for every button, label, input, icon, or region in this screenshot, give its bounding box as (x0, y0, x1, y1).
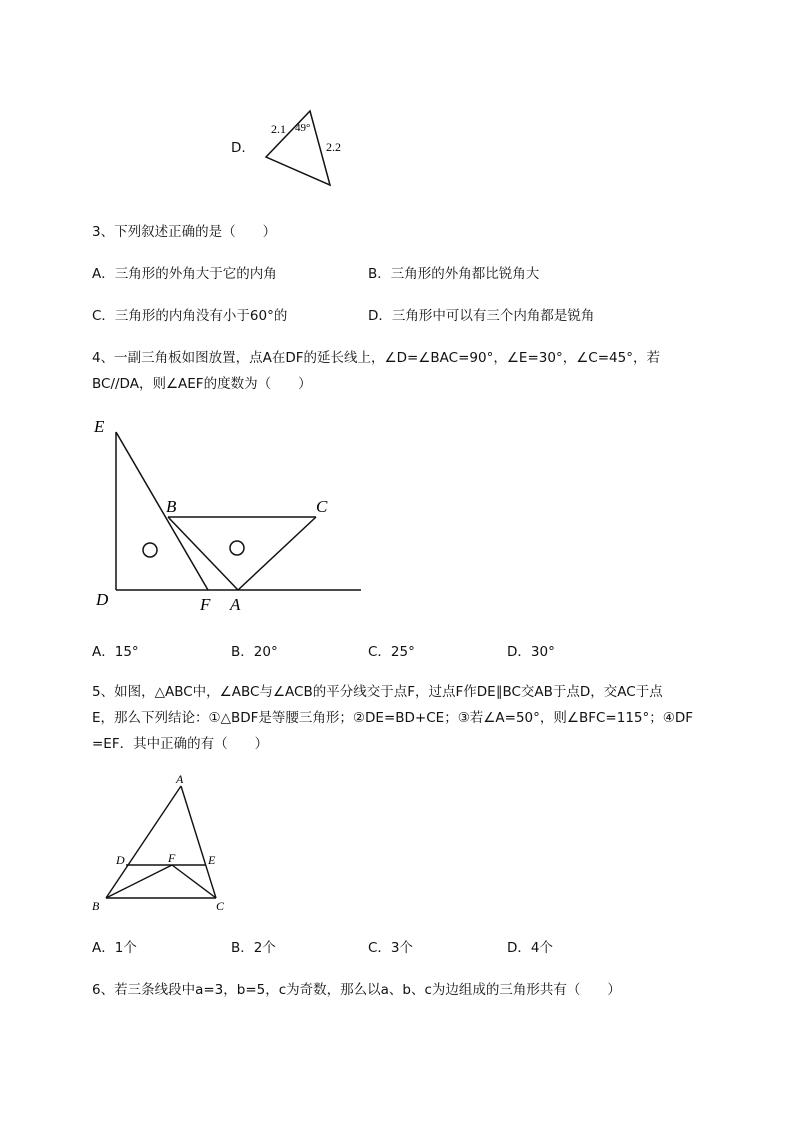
q4-stem-line2: BC//DA，则∠AEF的度数为（ ） (92, 376, 312, 392)
q4-option-c: C．25° (368, 644, 415, 660)
point-b-label: B (166, 497, 177, 516)
angle-label: 49° (295, 122, 311, 134)
q5-option-c: C．3个 (368, 940, 414, 956)
point-d-label: D (116, 853, 125, 867)
q3-option-c: C．三角形的内角没有小于60°的 (92, 308, 288, 324)
segment-cf (172, 865, 216, 898)
point-a-label: A (176, 772, 184, 786)
q5-option-b: B．2个 (231, 940, 276, 956)
point-d-label: D (96, 590, 109, 609)
point-b-label: B (92, 899, 100, 913)
triangle-hole-left (143, 543, 157, 557)
q4-option-a: A．15° (92, 644, 139, 660)
q5-stem-line1: 5、如图，△ABC中，∠ABC与∠ACB的平分线交于点F，过点F作DE∥BC交AB于点D，交AC于点 (92, 684, 663, 700)
q2-option-d-label: D. (231, 140, 246, 156)
side-ba (168, 517, 238, 590)
q3-option-d: D．三角形中可以有三个内角都是锐角 (368, 308, 595, 324)
q5-option-a: A．1个 (92, 940, 137, 956)
side-ab (106, 786, 181, 898)
side-right-label: 2.2 (326, 140, 341, 154)
q6-stem: 6、若三条线段中a=3，b=5，c为奇数，那么以a、b、c为边组成的三角形共有（ ） (92, 982, 621, 998)
side-ef (116, 432, 208, 590)
q4-figure (90, 412, 370, 622)
q5-figure (88, 770, 238, 920)
q3-option-b: B．三角形的外角都比锐角大 (368, 266, 540, 282)
point-f-label: F (168, 851, 176, 865)
q4-stem-line1: 4、一副三角板如图放置，点A在DF的延长线上，∠D=∠BAC=90°，∠E=30°，∠C=45°，若 (92, 350, 660, 366)
q3-stem: 3、下列叙述正确的是（ ） (92, 224, 277, 240)
q5-option-d: D．4个 (507, 940, 553, 956)
q5-stem-line2: E，那么下列结论：①△BDF是等腰三角形；②DE=BD+CE；③若∠A=50°，则∠BFC=115°；④DF (92, 710, 694, 726)
point-c-label: C (216, 899, 225, 913)
point-f-label: F (200, 595, 211, 614)
point-a-label: A (230, 595, 241, 614)
q4-option-b: B．20° (231, 644, 278, 660)
side-left-label: 2.1 (271, 122, 286, 136)
q4-option-d: D．30° (507, 644, 555, 660)
segment-bf (106, 865, 172, 898)
q3-option-a: A．三角形的外角大于它的内角 (92, 266, 277, 282)
side-ac (181, 786, 216, 898)
point-c-label: C (316, 497, 328, 516)
point-e-label: E (208, 853, 216, 867)
point-e-label: E (94, 417, 105, 436)
q2-option-d-figure (260, 105, 380, 195)
q5-stem-line3: =EF．其中正确的有（ ） (92, 736, 269, 752)
triangle-hole-right (230, 541, 244, 555)
side-ca (238, 517, 316, 590)
